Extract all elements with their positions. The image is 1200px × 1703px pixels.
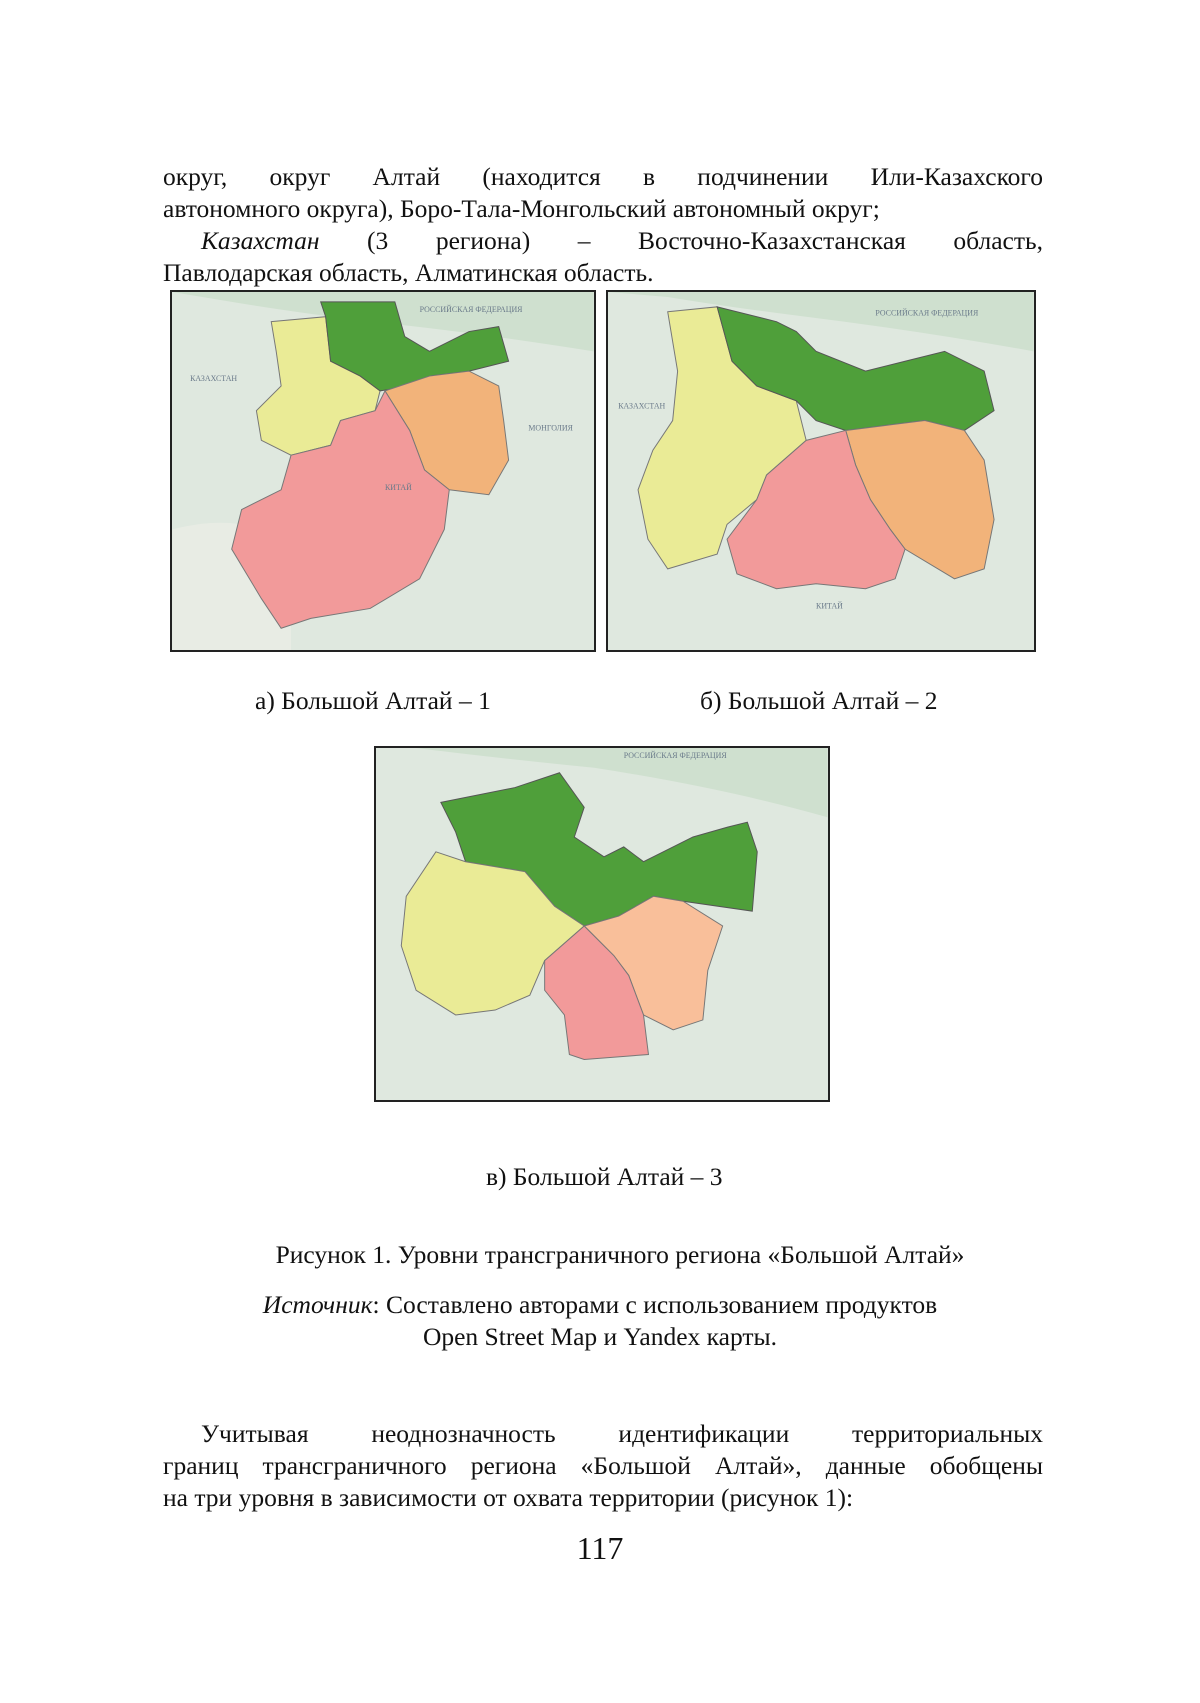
- map-b-russia-label: РОССИЙСКАЯ ФЕДЕРАЦИЯ: [875, 308, 979, 318]
- kazakhstan-regions: (3 региона) – Восточно-Казахстанская область,: [319, 226, 1043, 255]
- map-greater-altai-2: [606, 290, 1036, 652]
- map-greater-altai-1: [170, 290, 596, 652]
- figure-source: [0, 1290, 1200, 1320]
- caption-map-b: б) Большой Алтай – 2: [700, 686, 938, 715]
- top-line-2: автономного округа), Боро-Тала-Монгольский автономный округ;: [163, 194, 880, 223]
- map-a-svg: [172, 292, 594, 650]
- map-greater-altai-3: [374, 746, 830, 1102]
- map-b-svg: [608, 292, 1034, 650]
- figure-title: Рисунок 1. Уровни трансграничного региона «Большой Алтай»: [275, 1240, 965, 1269]
- kazakhstan-label: Казахстан: [201, 226, 320, 255]
- top-paragraph: [163, 161, 1043, 289]
- map-b-kazakhstan-label: КАЗАХСТАН: [618, 401, 666, 411]
- source-label: Источник: [262, 1290, 373, 1319]
- figure-source-line-2: Open Street Map и Yandex карты.: [422, 1322, 778, 1351]
- map-b-china-label: КИТАЙ: [816, 601, 843, 611]
- bottom-line-3: на три уровня в зависимости от охвата территории (рисунок 1):: [163, 1483, 854, 1512]
- map-c-svg: [376, 748, 828, 1100]
- caption-map-c: в) Большой Алтай – 3: [486, 1162, 723, 1191]
- top-line-1: округ, округ Алтай (находится в подчинении Или-Казахского: [163, 162, 1043, 191]
- source-text: : Составлено авторами с использованием продуктов: [372, 1290, 938, 1319]
- bottom-paragraph: [163, 1418, 1043, 1514]
- map-a-kazakhstan-label: КАЗАХСТАН: [190, 374, 238, 384]
- map-c-russia-label: РОССИЙСКАЯ ФЕДЕРАЦИЯ: [623, 750, 727, 760]
- map-a-china-label: КИТАЙ: [384, 482, 412, 492]
- map-a-russia-label: РОССИЙСКАЯ ФЕДЕРАЦИЯ: [419, 304, 523, 314]
- top-line-3: [163, 225, 1043, 257]
- caption-map-a: а) Большой Алтай – 1: [255, 686, 491, 715]
- map-a-mongolia-label: МОНГОЛИЯ: [528, 423, 573, 433]
- top-line-4: Павлодарская область, Алматинская область.: [163, 258, 654, 287]
- page-number: 117: [576, 1530, 624, 1566]
- bottom-line-1: Учитывая неоднозначность идентификации территориальных: [201, 1419, 1043, 1448]
- bottom-line-2: границ трансграничного региона «Большой Алтай», данные обобщены: [163, 1451, 1043, 1480]
